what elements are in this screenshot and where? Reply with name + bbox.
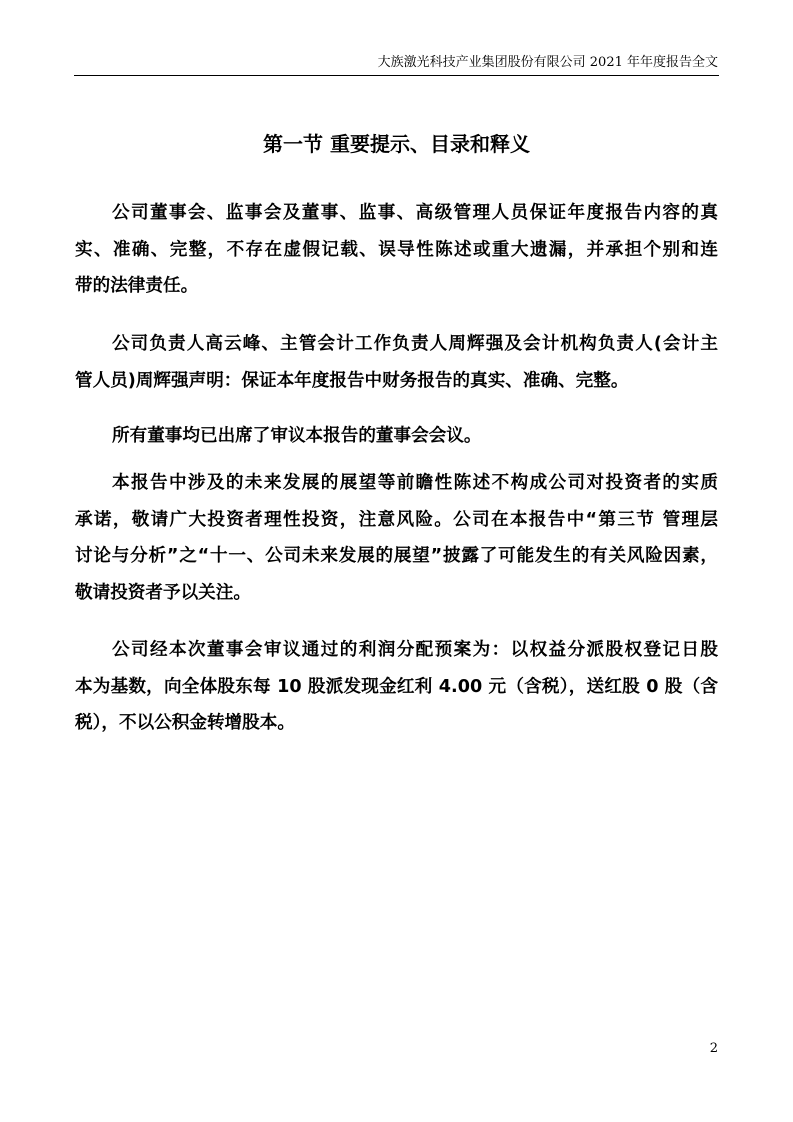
page-number: 2	[709, 1041, 718, 1056]
paragraph-line: 承诺，敬请广大投资者理性投资，注意风险。公司在本报告中“第三节 管理层	[75, 509, 718, 530]
important-notice-paragraph-1	[75, 195, 718, 305]
paragraph-line: 所有董事均已出席了审议本报告的董事会会议。	[112, 426, 482, 446]
responsibility-statement-paragraph	[75, 326, 718, 399]
section-title: 第一节 重要提示、目录和释义	[263, 132, 530, 156]
paragraph-line: 带的法律责任。	[75, 276, 199, 296]
paragraph-line: 敬请投资者予以关注。	[75, 582, 251, 603]
paragraph-line: 税），不以公积金转增股本。	[75, 713, 295, 733]
header-rule	[74, 75, 719, 76]
paragraph-line: 实、准确、完整，不存在虚假记载、误导性陈述或重大遗漏，并承担个别和连	[75, 239, 718, 260]
paragraph-line: 公司董事会、监事会及董事、监事、高级管理人员保证年度报告内容的真	[112, 203, 718, 223]
paragraph-line: 本为基数，向全体股东每 10 股派发现金红利 4.00 元（含税），送红股 0 股（含	[75, 676, 718, 697]
paragraph-line: 讨论与分析”之“十一、公司未来发展的展望”披露了可能发生的有关风险因素，	[75, 546, 718, 566]
profit-distribution-paragraph	[75, 632, 718, 742]
paragraph-line: 管人员)周辉强声明：保证本年度报告中财务报告的真实、准确、完整。	[75, 370, 629, 391]
forward-looking-statement-paragraph	[75, 465, 718, 611]
running-header: 大族激光科技产业集团股份有限公司 2021 年年度报告全文	[377, 55, 718, 70]
paragraph-line: 本报告中涉及的未来发展的展望等前瞻性陈述不构成公司对投资者的实质	[112, 473, 718, 493]
paragraph-line: 公司负责人高云峰、主管会计工作负责人周辉强及会计机构负责人(会计主	[112, 334, 718, 354]
paragraph-line: 公司经本次董事会审议通过的利润分配预案为：以权益分派股权登记日股	[112, 640, 718, 660]
board-attendance-paragraph	[75, 418, 718, 455]
